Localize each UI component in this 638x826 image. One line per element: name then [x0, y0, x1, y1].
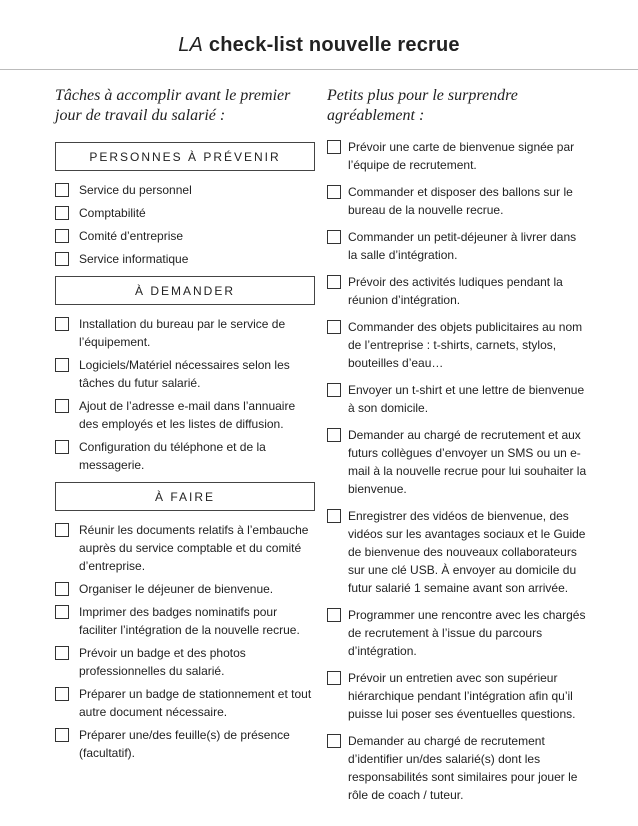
checklist-item [327, 228, 587, 264]
checklist-item [55, 356, 315, 392]
checklist-item-text: Prévoir des activités ludiques pendant la réunion d’intégration. [348, 275, 563, 307]
checkbox[interactable] [327, 320, 341, 334]
checklist-item-text: Demander au chargé de recrutement et aux futurs collègues d’envoyer un SMS ou un e-mail à la nouvelle recrue pour lui souhaiter la bienvenue. [348, 428, 587, 496]
title-prefix: LA [178, 34, 204, 56]
checklist-item [327, 273, 587, 309]
checklist-item-text: Service informatique [79, 252, 189, 266]
checklist-item-text: Configuration du téléphone et de la messagerie. [79, 440, 266, 472]
checklist-item-text: Commander un petit-déjeuner à livrer dans la salle d’intégration. [348, 230, 577, 262]
left-column [55, 86, 315, 770]
checkbox[interactable] [55, 252, 69, 266]
checklist-item-text: Enregistrer des vidéos de bienvenue, des vidéos sur les avantages sociaux et le Guide de bienvenue des nouveaux collaborateurs sur une clé USB. À envoyer au domicile du futur salarié 1 semaine avant son arrivée. [348, 509, 586, 595]
checklist-item-text: Comité d’entreprise [79, 229, 184, 243]
checklist-item-text: Ajout de l’adresse e-mail dans l’annuaire des employés et les listes de diffusion. [79, 399, 296, 431]
checklist-item [55, 644, 315, 680]
left-sections [55, 142, 315, 762]
checklist-item [327, 732, 587, 804]
left-heading: Tâches à accomplir avant le premier jour de travail du salarié : [55, 87, 291, 124]
right-items [327, 138, 587, 804]
checkbox[interactable] [327, 140, 341, 154]
checklist-item [55, 181, 315, 199]
checklist-item [55, 250, 315, 268]
title-divider [0, 69, 638, 70]
checklist-item [327, 507, 587, 597]
checklist-item-text: Prévoir un entretien avec son supérieur hiérarchique pendant l’intégration afin qu’il puisse lui poser ses éventuelles questions. [348, 671, 576, 721]
checklist-item-text: Demander au chargé de recrutement d’identifier un/des salarié(s) dont les responsabilités sont similaires pour jouer le rôle de coach / tuteur. [348, 734, 578, 802]
checklist-item-text: Service du personnel [79, 183, 192, 197]
page-title [0, 34, 638, 57]
section-header: À FAIRE [55, 482, 315, 511]
checklist-item [55, 685, 315, 721]
checkbox[interactable] [55, 206, 69, 220]
checklist-item [55, 315, 315, 351]
checklist-item-text: Imprimer des badges nominatifs pour faciliter l’intégration de la nouvelle recrue. [79, 605, 300, 637]
checklist-item-text: Installation du bureau par le service de l’équipement. [79, 317, 286, 349]
checkbox[interactable] [327, 185, 341, 199]
checklist-item [327, 606, 587, 660]
checkbox[interactable] [55, 399, 69, 413]
checklist-item-text: Préparer une/des feuille(s) de présence (facultatif). [79, 728, 290, 760]
title-main: check-list nouvelle recrue [208, 34, 460, 56]
checklist-item [55, 521, 315, 575]
checklist-section [55, 482, 315, 762]
checkbox[interactable] [55, 605, 69, 619]
checkbox[interactable] [55, 317, 69, 331]
checklist-section [55, 142, 315, 268]
checklist-item [55, 227, 315, 245]
checklist-item [327, 183, 587, 219]
checklist-item-text: Réunir les documents relatifs à l’embauche auprès du service comptable et du comité d’entreprise. [79, 523, 309, 573]
checkbox[interactable] [327, 509, 341, 523]
checkbox[interactable] [55, 523, 69, 537]
checklist-item [55, 726, 315, 762]
checklist-item-text: Commander et disposer des ballons sur le bureau de la nouvelle recrue. [348, 185, 573, 217]
checkbox[interactable] [327, 671, 341, 685]
checklist-item-text: Prévoir une carte de bienvenue signée par l’équipe de recrutement. [348, 140, 575, 172]
right-column [327, 86, 587, 813]
checklist-item-text: Préparer un badge de stationnement et tout autre document nécessaire. [79, 687, 312, 719]
checklist-item [55, 438, 315, 474]
checklist-item-text: Prévoir un badge et des photos professionnelles du salarié. [79, 646, 246, 678]
checklist-item [55, 204, 315, 222]
checkbox[interactable] [55, 687, 69, 701]
section-header: À DEMANDER [55, 276, 315, 305]
checklist-item-text: Commander des objets publicitaires au nom de l’entreprise : t-shirts, carnets, stylos, bouteilles d’eau… [348, 320, 583, 370]
checkbox[interactable] [55, 358, 69, 372]
right-heading: Petits plus pour le surprendre agréablement : [327, 87, 518, 124]
checkbox[interactable] [327, 230, 341, 244]
checklist-item [55, 580, 315, 598]
checklist-item-text: Envoyer un t-shirt et une lettre de bienvenue à son domicile. [348, 383, 585, 415]
checklist-item [327, 669, 587, 723]
checkbox[interactable] [55, 229, 69, 243]
checkbox[interactable] [55, 728, 69, 742]
checklist-item [327, 426, 587, 498]
checklist-item-text: Comptabilité [79, 206, 146, 220]
checklist-item [327, 138, 587, 174]
checklist-item [55, 397, 315, 433]
checklist-item [327, 381, 587, 417]
checkbox[interactable] [55, 646, 69, 660]
checkbox[interactable] [55, 582, 69, 596]
checkbox[interactable] [55, 440, 69, 454]
checklist-item-text: Logiciels/Matériel nécessaires selon les tâches du futur salarié. [79, 358, 290, 390]
checkbox[interactable] [327, 428, 341, 442]
checkbox[interactable] [55, 183, 69, 197]
checklist-item-text: Programmer une rencontre avec les chargés de recrutement à l’issue du parcours d’intégration. [348, 608, 586, 658]
checklist-item [327, 318, 587, 372]
checklist-item-text: Organiser le déjeuner de bienvenue. [79, 582, 274, 596]
checkbox[interactable] [327, 275, 341, 289]
checklist-item [55, 603, 315, 639]
checkbox[interactable] [327, 608, 341, 622]
section-header: PERSONNES À PRÉVENIR [55, 142, 315, 171]
checkbox[interactable] [327, 383, 341, 397]
checklist-section [55, 276, 315, 474]
checkbox[interactable] [327, 734, 341, 748]
